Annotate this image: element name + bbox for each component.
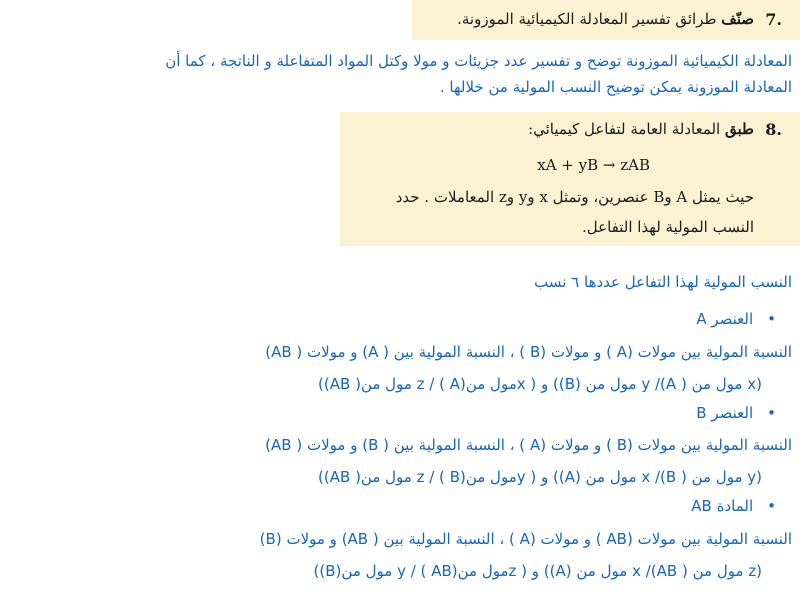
question-7-verb: صنّف bbox=[721, 10, 754, 28]
question-8-line-4: النسب المولية لهذا التفاعل. bbox=[581, 218, 754, 236]
question-8-number: .8 bbox=[765, 120, 782, 139]
question-7-body: طرائق تفسير المعادلة الكيميائية الموزونة. bbox=[457, 10, 717, 28]
section-a-relation: النسبة المولية بين مولات (A ) و مولات (B ) ، النسبة المولية بين ( A) و مولات ( AB) bbox=[265, 343, 792, 361]
question-7-number: .7 bbox=[765, 10, 782, 29]
question-8-line-3: حيث يمثل A وB عنصرين، وتمثل x وy وz المعاملات . حدد bbox=[395, 188, 754, 206]
answer-8-intro: النسب المولية لهذا التفاعل عددها ٦ نسب bbox=[534, 273, 792, 291]
section-ab-heading: • المادة AB bbox=[691, 497, 776, 515]
section-b-ratios: (y مول من ( B)/ x مول من (A)) و ( yمول من(B ) / z مول من( AB)) bbox=[318, 468, 762, 486]
section-ab-ratios: (z مول من ( AB)/ x مول من (A)) و ( zمول من(AB ) / y مول من(B)) bbox=[313, 562, 762, 580]
question-8-line-1-text: المعادلة العامة لتفاعل كيميائي: bbox=[528, 120, 721, 138]
section-a-ratios: (x مول من ( A)/ y مول من (B)) و ( xمول من(A ) / z مول من( AB)) bbox=[318, 375, 762, 393]
question-7-box bbox=[412, 0, 800, 40]
section-ab-relation: النسبة المولية بين مولات (AB ) و مولات (A ) ، النسبة المولية بين ( AB) و مولات (B) bbox=[259, 530, 792, 548]
section-b-relation: النسبة المولية بين مولات (B ) و مولات (A ) ، النسبة المولية بين ( B) و مولات ( AB) bbox=[265, 436, 792, 454]
question-8-box bbox=[340, 112, 800, 246]
question-8-line-1 bbox=[528, 120, 754, 138]
question-8-equation: xA + yB → zAB bbox=[537, 156, 650, 174]
section-a-heading: • العنصر A bbox=[696, 310, 776, 328]
question-7-text bbox=[457, 10, 754, 28]
answer-7-line-1: المعادلة الكيميائية الموزونة توضح و تفسير عدد جزيئات و مولا وكتل المواد المتفاعلة و الناتجة ، كما أن bbox=[165, 52, 792, 70]
question-8-verb: طبق bbox=[725, 120, 754, 138]
section-b-heading: • العنصر B bbox=[696, 404, 776, 422]
answer-7-line-2: المعادلة الموزونة يمكن توضيح النسب المولية من خلالها . bbox=[439, 78, 792, 96]
